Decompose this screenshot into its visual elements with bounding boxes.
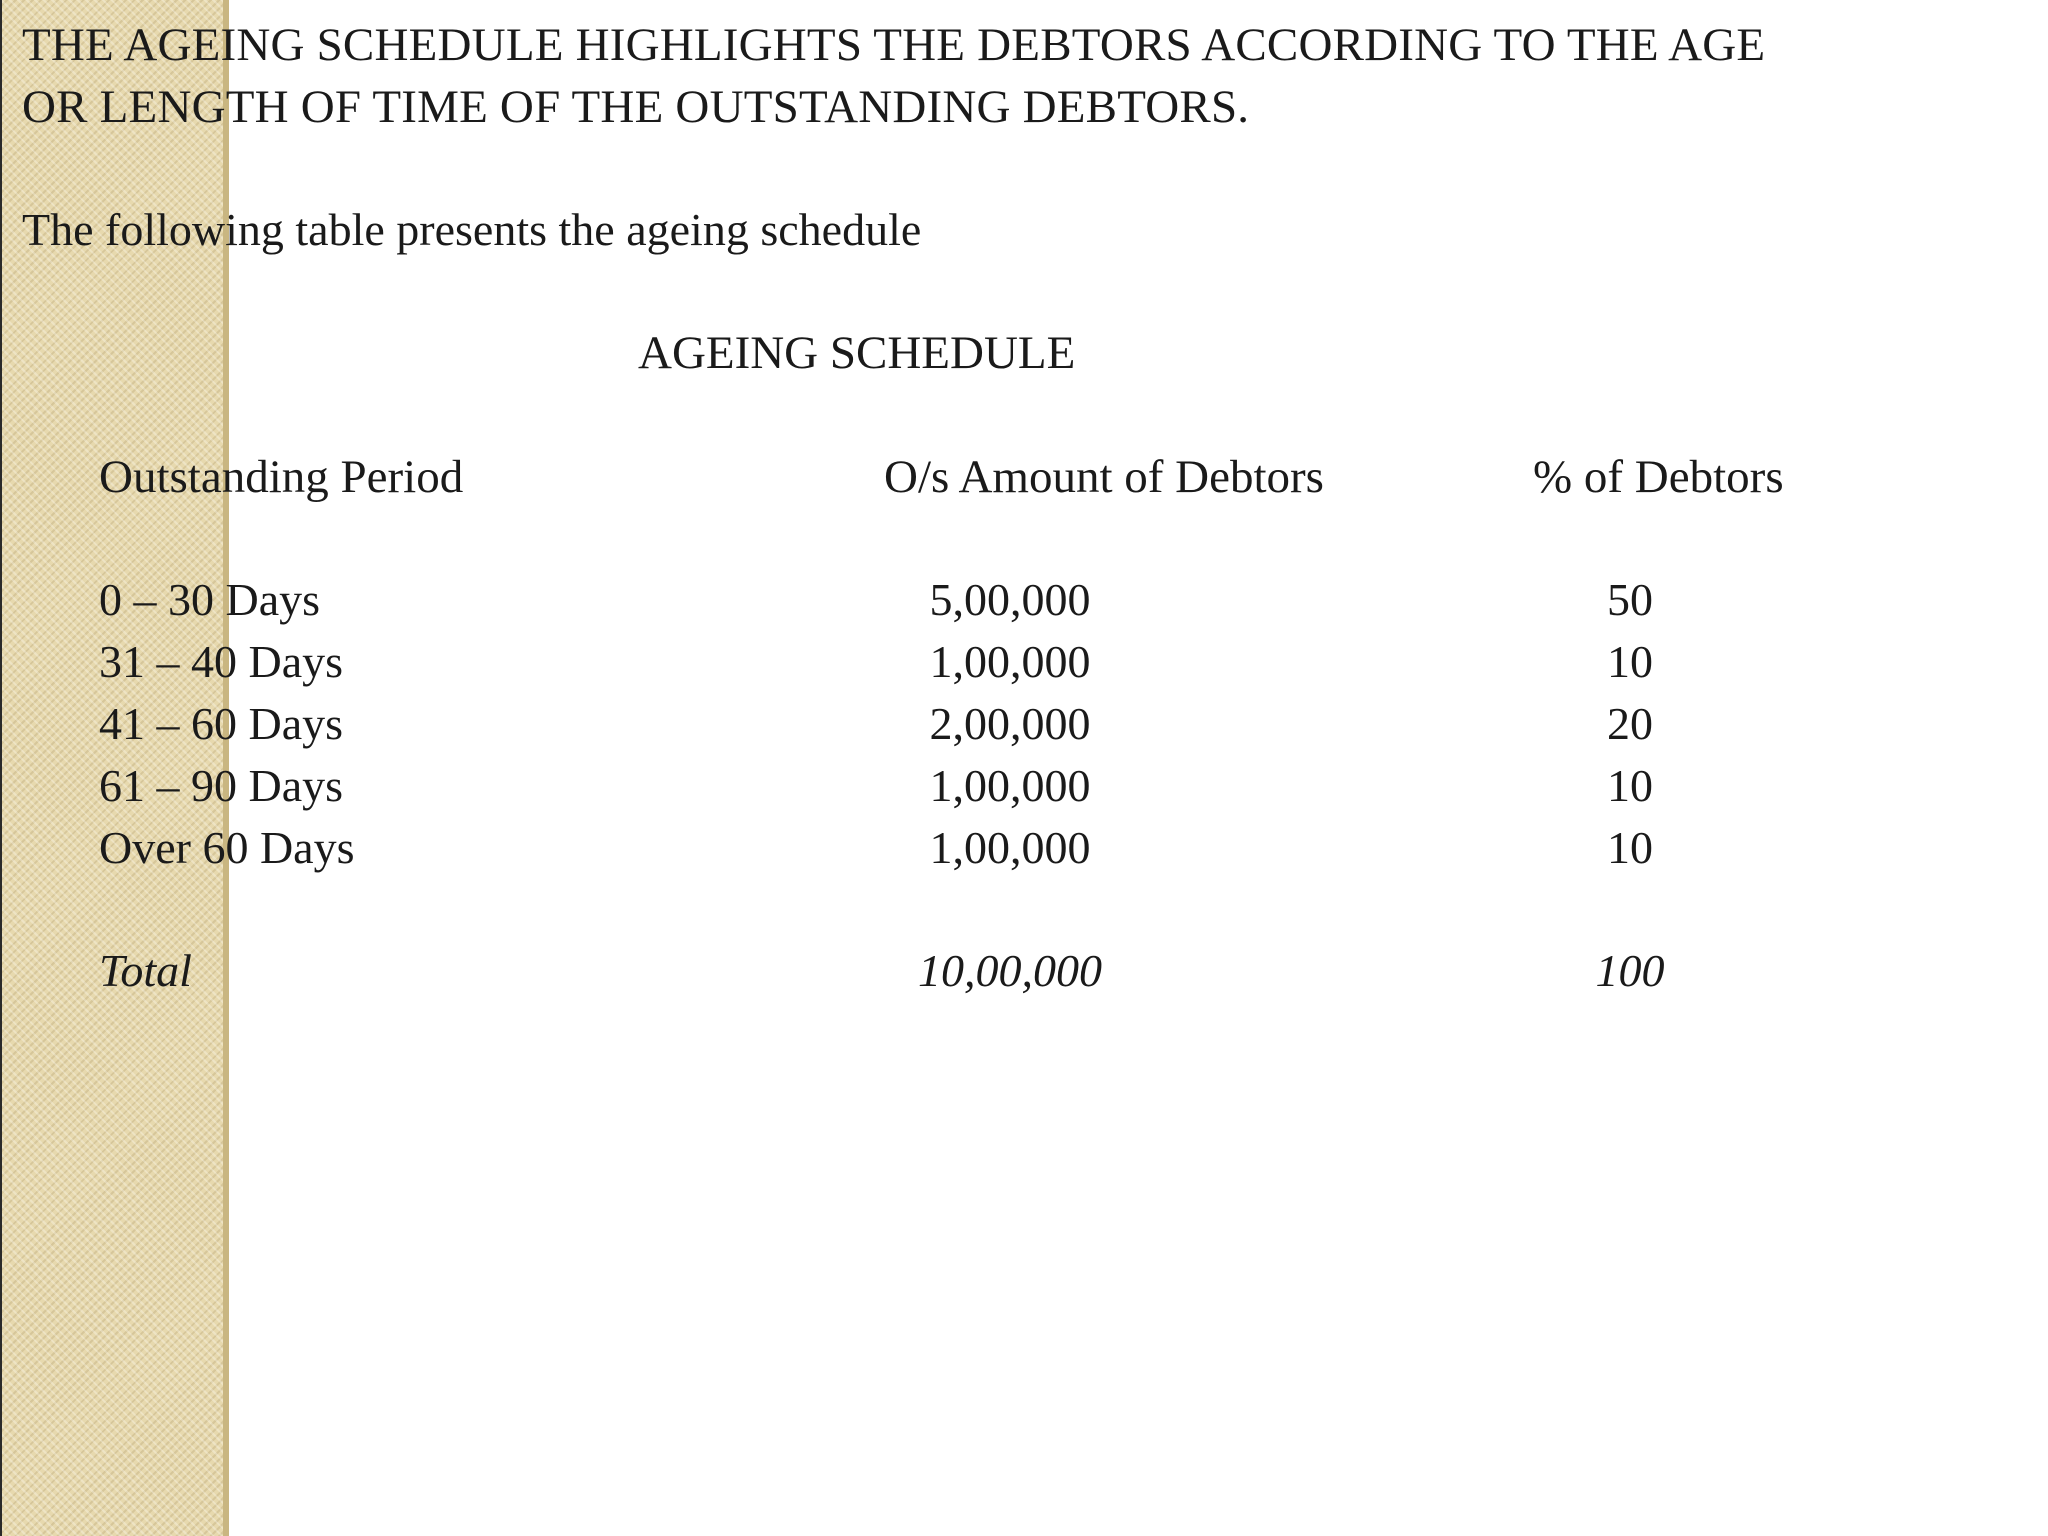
slide-heading bbox=[22, 14, 1765, 138]
column-header-percent: % of Debtors bbox=[1533, 451, 1784, 503]
table-title: AGEING SCHEDULE bbox=[638, 327, 1076, 379]
heading-line-2: OR LENGTH OF TIME OF THE OUTSTANDING DEBTORS. bbox=[22, 81, 1250, 133]
percent-cell: 10 bbox=[1607, 636, 1653, 687]
period-cell: 41 – 60 Days bbox=[99, 698, 344, 749]
percent-cell: 50 bbox=[1607, 574, 1653, 625]
percent-cell: 10 bbox=[1607, 822, 1653, 873]
period-cell: 61 – 90 Days bbox=[99, 760, 344, 811]
period-cell: 0 – 30 Days bbox=[99, 574, 321, 625]
amount-cell: 2,00,000 bbox=[929, 698, 1091, 749]
amount-cell: 1,00,000 bbox=[929, 760, 1091, 811]
total-amount: 10,00,000 bbox=[918, 945, 1102, 996]
total-percent: 100 bbox=[1595, 945, 1665, 996]
period-cell: Over 60 Days bbox=[99, 822, 355, 873]
intro-text: The following table presents the ageing schedule bbox=[22, 204, 922, 255]
amount-cell: 1,00,000 bbox=[929, 636, 1091, 687]
period-cell: 31 – 40 Days bbox=[99, 636, 344, 687]
total-label: Total bbox=[99, 945, 192, 996]
column-header-period: Outstanding Period bbox=[99, 451, 464, 503]
amount-cell: 5,00,000 bbox=[929, 574, 1091, 625]
left-border bbox=[0, 0, 2, 1536]
heading-line-1: THE AGEING SCHEDULE HIGHLIGHTS THE DEBTORS ACCORDING TO THE AGE bbox=[22, 19, 1766, 71]
column-header-amount: O/s Amount of Debtors bbox=[884, 451, 1324, 503]
percent-cell: 20 bbox=[1607, 698, 1653, 749]
amount-cell: 1,00,000 bbox=[929, 822, 1091, 873]
percent-cell: 10 bbox=[1607, 760, 1653, 811]
